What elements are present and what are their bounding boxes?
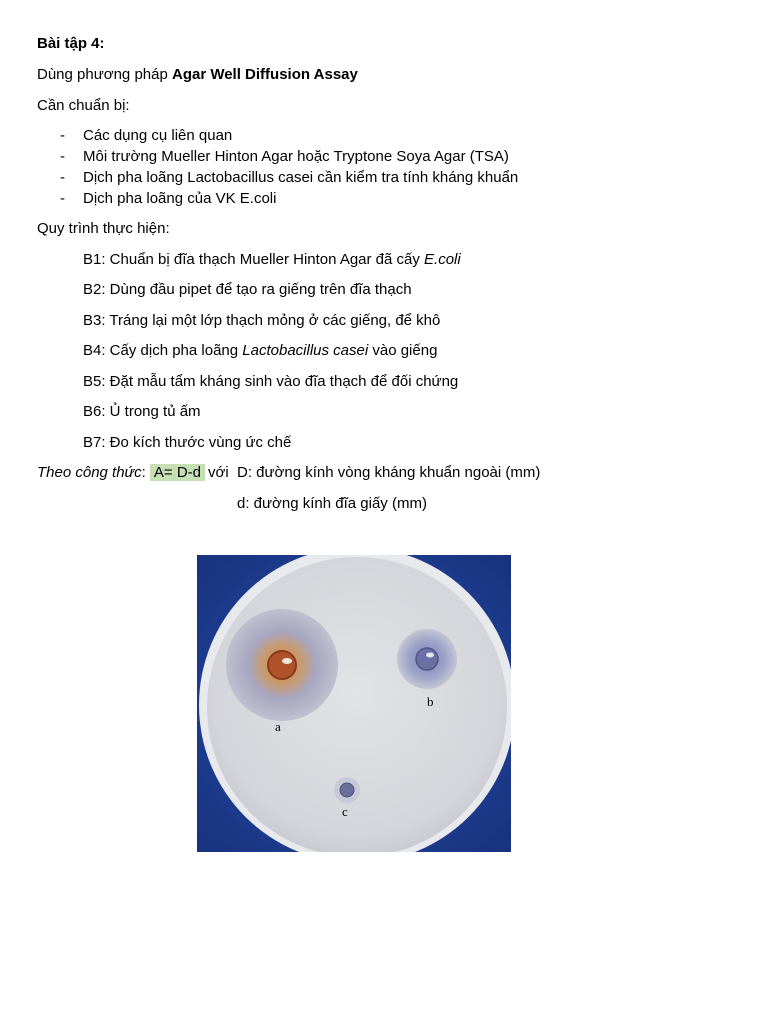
label-b: b (427, 694, 434, 709)
formula-expression: A= D-d (150, 464, 205, 481)
method-prefix: Dùng phương pháp (37, 66, 172, 83)
well-a-highlight (282, 658, 292, 664)
list-item-text: Dịch pha loãng của VK E.coli (83, 190, 277, 207)
formula-label: Theo công thức (37, 464, 142, 481)
well-b (416, 648, 438, 670)
step-b4 (83, 341, 437, 361)
exercise-title: Bài tập 4: (37, 35, 105, 52)
method-line (37, 65, 358, 85)
formula-with: với (208, 464, 229, 481)
list-item-text: Dịch pha loãng Lactobacillus casei cần kiểm tra tính kháng khuẩn (83, 169, 519, 186)
bullet-dash: - (60, 127, 65, 144)
step-b1 (83, 250, 461, 270)
label-c: c (342, 804, 348, 819)
bullet-dash: - (60, 190, 65, 207)
step-b2: B2: Dùng đầu pipet để tạo ra giếng trên đĩa thạch (83, 281, 412, 298)
step-italic: E.coli (424, 251, 461, 268)
step-suffix: vào giếng (368, 342, 438, 359)
step-text: B4: Cấy dịch pha loãng (83, 342, 243, 359)
formula-line (37, 463, 205, 483)
bullet-dash: - (60, 148, 65, 165)
list-item-text: Các dụng cụ liên quan (83, 127, 233, 144)
step-text: B1: Chuẩn bị đĩa thạch Mueller Hinton Agar đã cấy (83, 251, 425, 268)
step-b5: B5: Đặt mẫu tẩm kháng sinh vào đĩa thạch để đối chứng (83, 373, 459, 390)
prep-heading: Cần chuẩn bị: (37, 97, 130, 114)
step-b3: B3: Tráng lại một lớp thạch mỏng ở các giếng, để khô (83, 312, 441, 329)
formula-colon: : (141, 464, 150, 481)
step-italic: Lactobacillus casei (242, 342, 369, 359)
formula-d-definition: d: đường kính đĩa giấy (mm) (237, 495, 427, 512)
well-b-highlight (426, 653, 434, 658)
method-name: Agar Well Diffusion Assay (171, 66, 358, 83)
well-c (340, 783, 354, 797)
step-b6: B6: Ủ trong tủ ấm (83, 403, 201, 420)
agar-plate-photo (197, 555, 511, 852)
step-b7: B7: Đo kích thước vùng ức chế (83, 434, 292, 451)
list-item-text: Môi trường Mueller Hinton Agar hoặc Tryptone Soya Agar (TSA) (83, 148, 509, 165)
well-a (268, 651, 296, 679)
procedure-heading: Quy trình thực hiện: (37, 220, 170, 237)
bullet-dash: - (60, 169, 65, 186)
label-a: a (275, 719, 281, 734)
formula-D-definition: D: đường kính vòng kháng khuẩn ngoài (mm) (237, 464, 541, 481)
